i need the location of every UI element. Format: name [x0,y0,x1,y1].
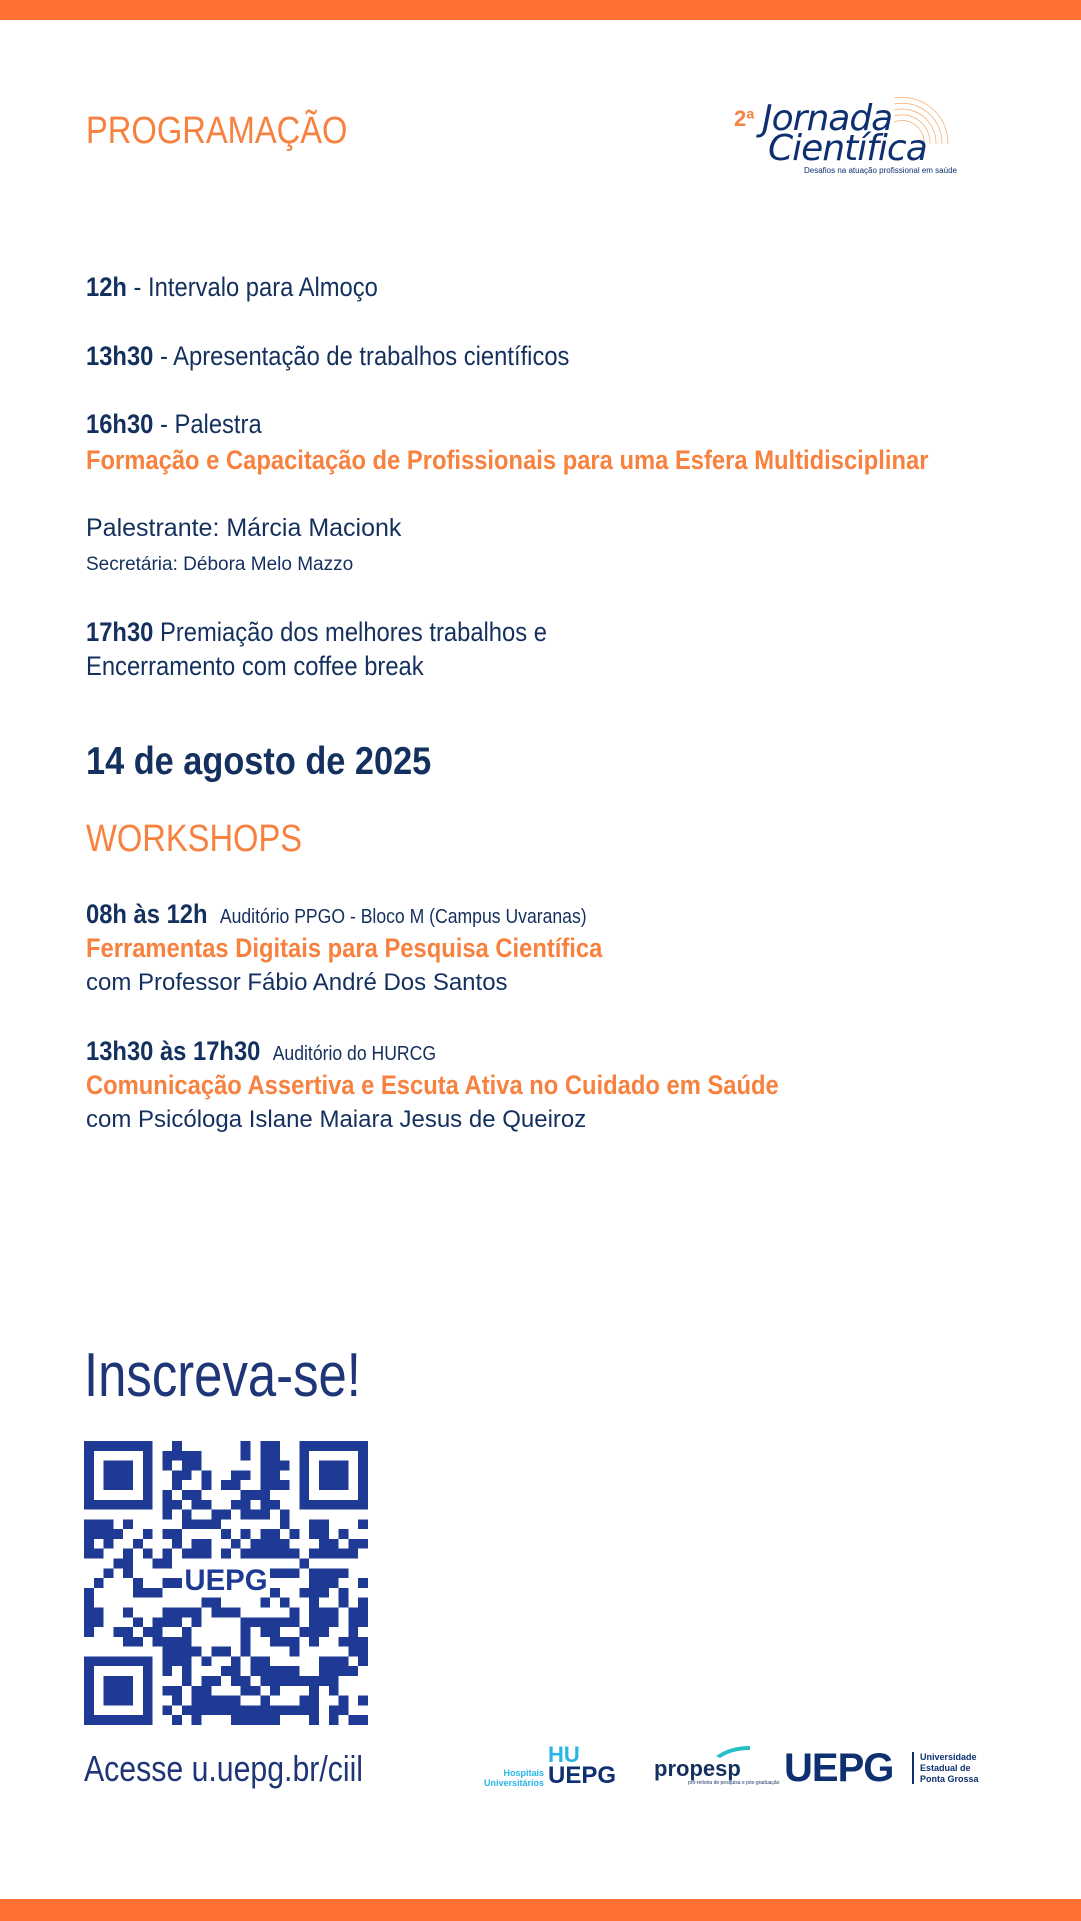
schedule-time: 16h30 [86,409,154,439]
workshop-time: 08h às 12h [86,899,208,929]
lecture-speaker: Palestrante: Márcia Macionk [86,514,402,542]
logo-tagline: Desafios na atuação profissional em saúde [804,166,957,175]
logo-line-1: Jornada [762,98,893,139]
hu-logo-top: HU [548,1742,580,1767]
workshop-title: Ferramentas Digitais para Pesquisa Científica [86,933,603,963]
event-date: 14 de agosto de 2025 [86,740,432,783]
schedule-item [86,407,262,441]
uepg-logo-subtitle: Universidade Estadual de Ponta Grossa [920,1752,979,1784]
propesp-logo-subtitle: pró-reitoria de pesquisa e pós-graduação [688,1780,780,1786]
schedule-text: - Apresentação de trabalhos científicos [153,341,570,371]
schedule-text: - Intervalo para Almoço [126,272,378,302]
hu-logo-subtitle: Hospitais Universitários [484,1768,545,1788]
closing-line-2: Encerramento com coffee break [86,651,424,681]
propesp-logo [654,1744,780,1788]
logo-edition: 2ª [734,106,755,131]
closing-time: 17h30 [86,617,154,647]
workshop-header [86,1034,436,1071]
lecture-title: Formação e Capacitação de Profissionais para uma Esfera Multidisciplinar [86,445,929,475]
workshop-instructor: com Psicóloga Islane Maiara Jesus de Queiroz [86,1106,587,1133]
uepg-logo-divider [912,1752,914,1784]
bottom-accent-bar [0,1899,1081,1921]
workshops-title: WORKSHOPS [86,818,303,860]
schedule-time: 13h30 [86,341,154,371]
schedule-item [86,339,569,373]
uepg-logo [784,1748,980,1792]
page-title: PROGRAMAÇÃO [86,110,348,152]
signup-heading: Inscreva-se! [84,1341,361,1410]
hu-logo-bottom: UEPG [548,1762,617,1789]
logo-line-2: Científica [768,128,927,169]
closing-line-1 [86,615,547,649]
workshop-instructor: com Professor Fábio André Dos Santos [86,969,508,996]
top-accent-bar [0,0,1081,20]
hu-uepg-logo [484,1744,618,1790]
workshop-header [86,897,587,934]
workshop-place: Auditório do HURCG [272,1043,437,1065]
qr-center-label: UEPG [184,1563,268,1597]
workshop-title: Comunicação Assertiva e Escuta Ativa no Cuidado em Saúde [86,1070,779,1100]
closing-text: Premiação dos melhores trabalhos e [153,617,547,647]
schedule-time: 12h [86,272,127,302]
propesp-logo-name: propesp [654,1756,741,1781]
event-logo [724,94,960,180]
workshop-time: 13h30 às 17h30 [86,1036,261,1066]
lecture-secretary: Secretária: Débora Melo Mazzo [86,554,354,575]
schedule-item [86,270,378,304]
signup-qr-code[interactable] [84,1441,368,1725]
uepg-logo-mark: UEPG [784,1746,894,1790]
workshop-place: Auditório PPGO - Bloco M (Campus Uvaranas) [219,906,587,928]
schedule-text: - Palestra [153,409,262,439]
access-link[interactable]: Acesse u.uepg.br/ciil [84,1748,364,1789]
